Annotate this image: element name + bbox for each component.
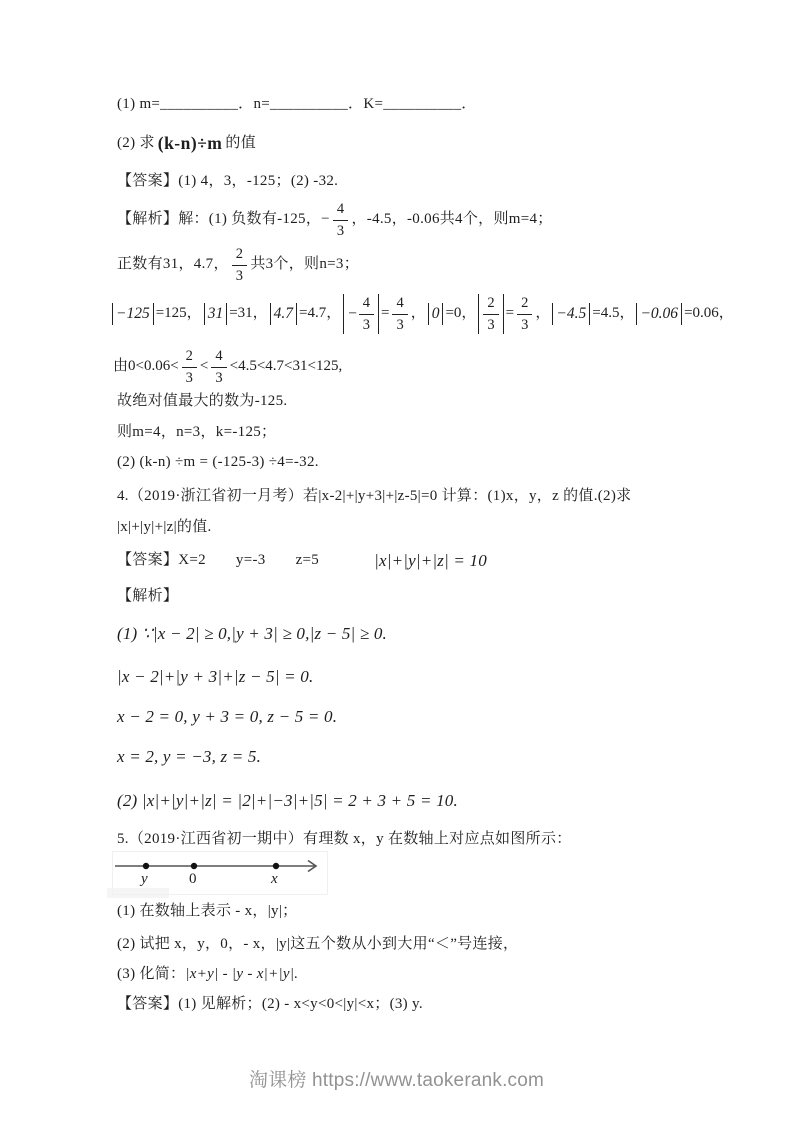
q4-step1-text: (1) ∵|x − 2| ≥ 0,|y + 3| ≥ 0,|z − 5| ≥ 0. [117,624,387,643]
abs-content: −0.06 [640,304,679,322]
q4-title-text1: 4.（2019·浙江省初一月考）若|x-2|+|y+3|+|z-5|=0 计算：(1)x，y，z 的值.(2)求 [117,488,632,504]
q3-order-line [113,341,342,393]
q4-title-line1 [117,486,631,508]
q5-item3-math: |x+y| - |y - x|+|y|. [185,966,299,982]
fraction-numerator: 4 [333,200,349,221]
q5-answer-text: 【答案】(1) 见解析；(2) - x<y<0<|y|<x；(3) y. [117,996,423,1012]
abs-frac-2-3 [478,294,503,334]
q4-title-text2: |x|+|y|+|z|的值. [117,519,212,535]
abs-content: −125 [116,304,150,322]
axis-label-x: x [271,871,278,887]
q3-values-text: 则m=4，n=3，k=-125； [117,424,277,440]
q3-analysis2-pre: 正数有31，4.7， [117,256,229,273]
q4-analysis-label [117,586,178,608]
q4-answer-x: X=2 [178,552,206,569]
fraction-numerator: 2 [182,347,197,368]
q3-find-prefix: (2) 求 [117,135,155,152]
comma: ， [535,305,551,322]
fraction-2-3 [182,347,197,387]
q4-step4-text: x = 2, y = −3, z = 5. [117,747,262,766]
abs-content: −4.5 [556,304,587,322]
fraction-denominator: 3 [487,316,495,333]
q3-k-label: ．K= [348,96,384,112]
fraction-2-3 [232,245,248,285]
point-zero [191,863,197,869]
comma: ， [410,305,426,322]
q4-step4-line [117,745,261,770]
point-x [273,863,279,869]
q4-step5-text: (2) |x|+|y|+|z| = |2|+|−3|+|5| = 2 + 3 + 5 = 10. [117,791,458,810]
q3-find-line [117,129,256,159]
fraction-denominator: 3 [521,316,529,333]
q5-item1-line [117,901,297,923]
q4-answer-line [117,547,487,575]
number-line-figure [112,851,328,895]
abs-result: =0.06， [684,305,734,322]
q3-n-blank: __________ [270,96,349,112]
fraction-4-3 [359,294,374,334]
q3-abs-values-line [110,288,734,340]
fraction-numerator: 2 [232,245,248,266]
watermark-remnant [107,888,169,898]
fraction-denominator: 3 [362,316,370,333]
abs-result: =4.5， [592,305,635,322]
fraction-numerator: 2 [483,294,498,315]
fraction-denominator: 3 [336,222,345,239]
fraction-2-3 [517,294,532,334]
q4-step1-line [117,622,387,647]
q4-answer-label: 【答案】 [117,552,179,569]
minus-sign: − [347,304,358,322]
q3-order-pre: 由0<0.06< [113,358,179,375]
q5-item3-line [117,964,298,986]
fraction-4-3 [211,347,226,387]
footer-text: 淘课榜 https://www.taokerank.com [248,1070,545,1091]
q5-item1-text: (1) 在数轴上表示 - x，|y|； [117,903,298,919]
q3-conclusion-line [117,391,287,413]
q4-step2-line [117,665,313,690]
q3-find-expression: (k-n)÷m [157,133,223,154]
abs-neg-0-06 [636,303,682,325]
fraction-4-3 [333,200,349,240]
q5-title-text: 5.（2019·江西省初一期中）有理数 x，y 在数轴上对应点如图所示： [117,831,572,847]
q3-n-label: ．n= [238,96,271,112]
abs-result: =125， [155,305,202,322]
fraction-numerator: 4 [211,347,226,368]
footer-watermark [0,1065,793,1092]
q3-analysis-line1 [117,196,553,244]
q5-item3-label: (3) 化简： [117,966,186,982]
q3-analysis1-post: ，-4.5，-0.06共4个，则m=4； [351,211,553,228]
abs-result: =0， [445,305,477,322]
less-than-sign: < [199,358,209,375]
q5-title-line [117,829,572,851]
fraction-denominator: 3 [235,267,244,284]
q4-step5-line [117,789,458,814]
q4-answer-sum: |x|+|y|+|z| = 10 [374,550,487,570]
q3-answer-line [117,171,338,193]
q3-find-suffix: 的值 [225,135,256,152]
q3-analysis-line2 [117,241,359,289]
abs-31 [204,303,228,325]
abs-neg125 [112,303,154,325]
q3-analysis1-pre: 【解析】解：(1) 负数有-125， [117,211,322,228]
q3-k-blank: __________ [383,96,462,112]
fraction-2-3 [483,294,498,334]
q4-step2-text: |x − 2|+|y + 3|+|z − 5| = 0. [117,667,314,686]
q3-m-label: (1) m= [117,96,161,112]
q4-answer-y: y=-3 [235,552,266,569]
q4-answer-z: z=5 [295,552,320,569]
q4-step3-text: x − 2 = 0, y + 3 = 0, z − 5 = 0. [117,707,338,726]
abs-result: =4.7， [299,305,342,322]
abs-neg-4-5 [552,303,590,325]
abs-content: 31 [207,304,224,322]
axis-label-y: y [141,871,148,887]
fraction-denominator: 3 [396,316,404,333]
fraction-denominator: 3 [185,369,193,386]
abs-0 [428,303,444,325]
q3-conclusion-text: 故绝对值最大的数为-125. [117,393,288,409]
abs-content: 0 [431,304,440,322]
q3-values-line [117,422,276,444]
q3-m-blank: __________ [160,96,239,112]
minus-sign: − [321,211,330,228]
q3-answer-text: 【答案】(1) 4，3，-125；(2) -32. [117,173,339,189]
point-y [143,863,149,869]
q3-part2-calc-line [117,452,319,474]
q4-analysis-label-text: 【解析】 [117,588,179,604]
abs-content: 4.7 [273,304,294,322]
q5-answer-line [117,994,423,1016]
q3-blanks-line [117,94,477,116]
q3-analysis2-post: 共3个，则n=3； [250,256,359,273]
fraction-numerator: 2 [517,294,532,315]
q3-order-post: <4.5<4.7<31<125, [229,358,343,375]
q4-title-line2 [117,517,212,539]
abs-result: =31， [229,305,268,322]
fraction-4-3 [392,294,407,334]
equals-sign: = [505,305,515,322]
q4-step3-line [117,705,337,730]
q5-item2-text: (2) 试把 x，y，0，- x，|y|这五个数从小到大用“＜”号连接， [117,936,519,952]
q5-item2-line [117,934,518,956]
axis-label-zero: 0 [189,871,197,887]
fraction-numerator: 4 [392,294,407,315]
fraction-numerator: 4 [359,294,374,315]
abs-frac-neg-4-3 [343,294,379,334]
abs-4-7 [270,303,297,325]
q3-part2-calc-text: (2) (k-n) ÷m = (-125-3) ÷4=-32. [117,454,319,470]
fraction-denominator: 3 [215,369,223,386]
equals-sign: = [380,305,390,322]
q3-end-dot: ． [461,96,477,112]
